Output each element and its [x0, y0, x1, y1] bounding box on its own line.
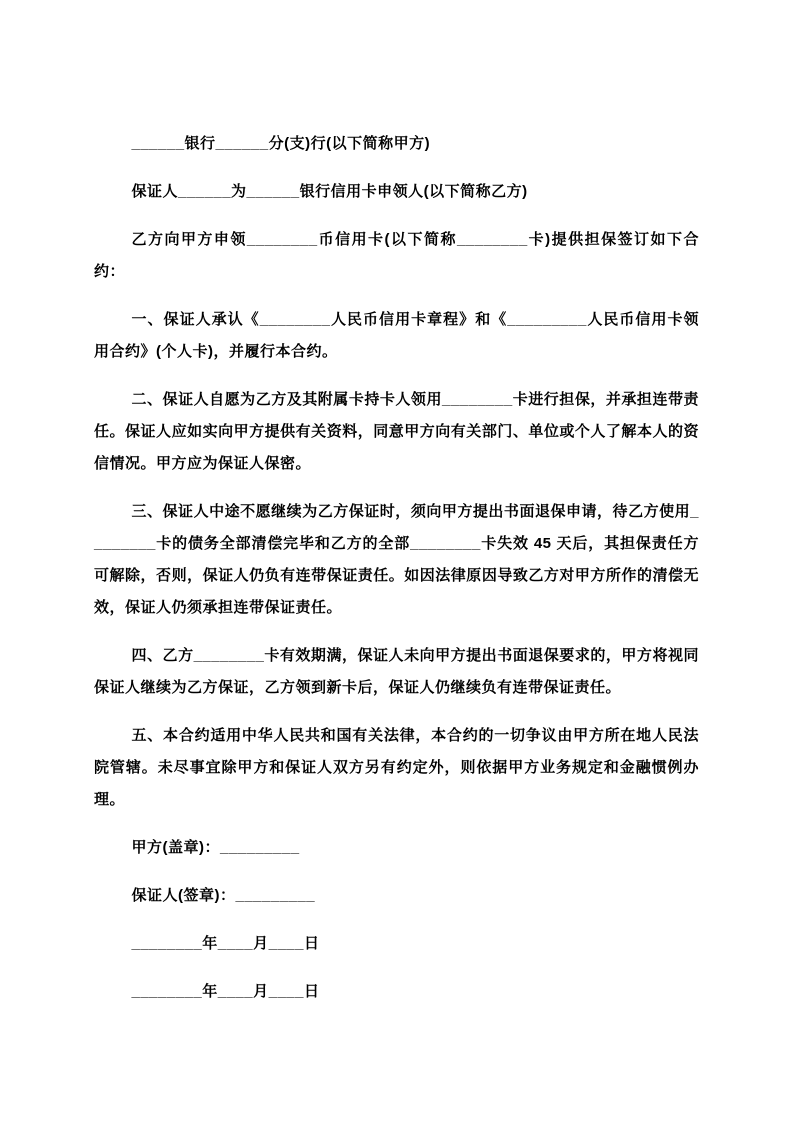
line-party-a-bank: ______银行______分(支)行(以下简称甲方) [131, 135, 431, 152]
paragraph-preamble: 乙方向甲方申领________币信用卡(以下简称________卡)提供担保签订如下合约： [94, 231, 699, 280]
line-date-2: ________年____月____日 [131, 983, 320, 1000]
line-guarantor: 保证人______为______银行信用卡申领人(以下简称乙方) [131, 183, 528, 200]
line-party-a-seal: 甲方(盖章)：_________ [131, 839, 300, 856]
clause-4: 四、乙方________卡有效期满，保证人未向甲方提出书面退保要求的，甲方将视同保证人继续为乙方保证，乙方领到新卡后，保证人仍继续负有连带保证责任。 [94, 647, 699, 696]
line-guarantor-signature: 保证人(签章)：_________ [131, 887, 316, 904]
clause-3: 三、保证人中途不愿继续为乙方保证时，须向甲方提出书面退保申请，待乙方使用________卡的债务全部清偿完毕和乙方的全部________卡失效 45 天后，其担保责任方可解除，否则，保证人仍负有连带保证责任。如因法律原因导致乙方对甲方所作的清偿无效，保证人仍须承担连带保证责任。 [94, 503, 699, 616]
line-date-1: ________年____月____日 [131, 935, 320, 952]
clause-2: 二、保证人自愿为乙方及其附属卡持卡人领用________卡进行担保，并承担连带责任。保证人应如实向甲方提供有关资料，同意甲方向有关部门、单位或个人了解本人的资信情况。甲方应为保证人保密。 [94, 391, 699, 472]
contract-body [94, 128, 699, 1008]
clause-1: 一、保证人承认《________人民币信用卡章程》和《_________人民币信用卡领用合约》(个人卡)，并履行本合约。 [94, 311, 699, 360]
clause-5: 五、本合约适用中华人民共和国有关法律，本合约的一切争议由甲方所在地人民法院管辖。未尽事宜除甲方和保证人双方另有约定外，则依据甲方业务规定和金融惯例办理。 [94, 727, 699, 808]
